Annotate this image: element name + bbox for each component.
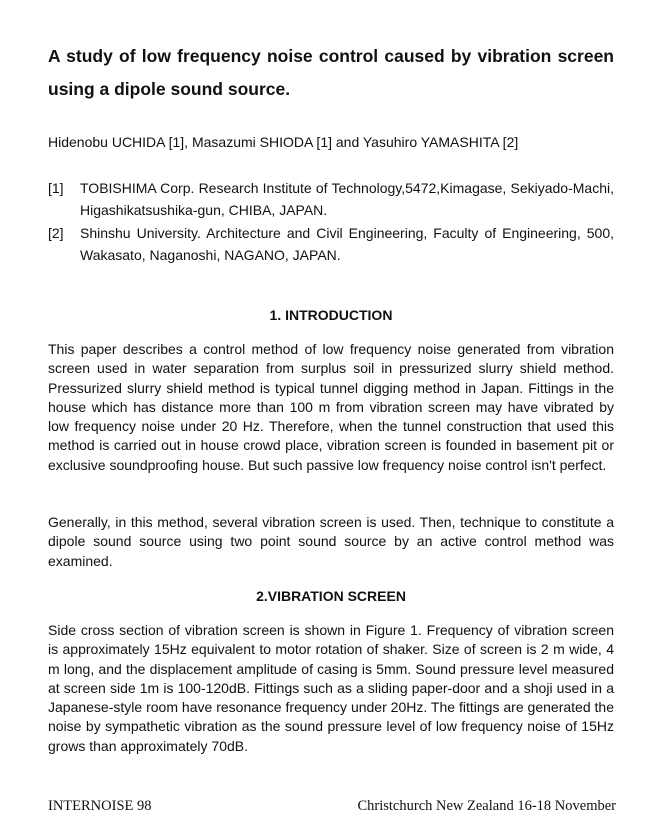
page-footer xyxy=(48,796,616,816)
affiliation-number: [2] xyxy=(48,225,64,241)
affiliation-text: TOBISHIMA Corp. Research Institute of Technology,5472,Kimagase, Sekiyado-Machi, Higashikatsushika-gun, CHIBA, JAPAN. xyxy=(80,180,614,218)
vibration-screen-paragraph: Side cross section of vibration screen is shown in Figure 1. Frequency of vibration screen is approximately 15Hz equivalent to motor rotation of shaker. Size of screen is 2 m wide, 4 m long, and the displacement amplitude of casing is 5mm. Sound pressure level measured at screen side 1m is 100-120dB. Fittings such as a sliding paper-door and a shoji used in a Japanese-style room have resonance frequency under 20Hz. The fittings are generated the noise by sympathetic vibration as the sound pressure level of low frequency noise of 15Hz grows than approximately 70dB. xyxy=(48,622,614,754)
paper-title: A study of low frequency noise control caused by vibration screen using a dipole sound source. xyxy=(48,46,614,99)
introduction-paragraph: Generally, in this method, several vibration screen is used. Then, technique to constitute a dipole sound source using two point sound source by an active control method was examined. xyxy=(48,514,614,569)
affiliation-number: [1] xyxy=(48,180,64,196)
affiliation-item xyxy=(48,222,614,266)
affiliation-text: Shinshu University. Architecture and Civil Engineering, Faculty of Engineering, 500, Wakasato, Naganoshi, NAGANO, JAPAN. xyxy=(80,225,614,263)
section-heading-vibration-screen: 2.VIBRATION SCREEN xyxy=(256,588,406,604)
affiliation-item xyxy=(48,177,614,221)
footer-location-date: Christchurch New Zealand 16-18 November xyxy=(357,798,616,814)
affiliation-list xyxy=(48,177,614,267)
introduction-paragraph: This paper describes a control method of low frequency noise generated from vibration screen used in water separation from surplus soil in pressurized slurry shield method. Pressurized slurry shield method is typical tunnel digging method in Japan. Fittings in the house which has distance more than 100 m from vibration screen may have vibrated by low frequency noise under 20 Hz. Therefore, when the tunnel construction that used this method is carried out in house crowd place, vibration screen is founded in basement pit or exclusive soundproofing house. But such passive low frequency noise control isn't perfect. xyxy=(48,341,614,473)
section-heading-introduction: 1. INTRODUCTION xyxy=(269,307,393,323)
footer-conference: INTERNOISE 98 xyxy=(48,798,152,814)
author-list: Hidenobu UCHIDA [1], Masazumi SHIODA [1] and Yasuhiro YAMASHITA [2] xyxy=(48,134,519,150)
